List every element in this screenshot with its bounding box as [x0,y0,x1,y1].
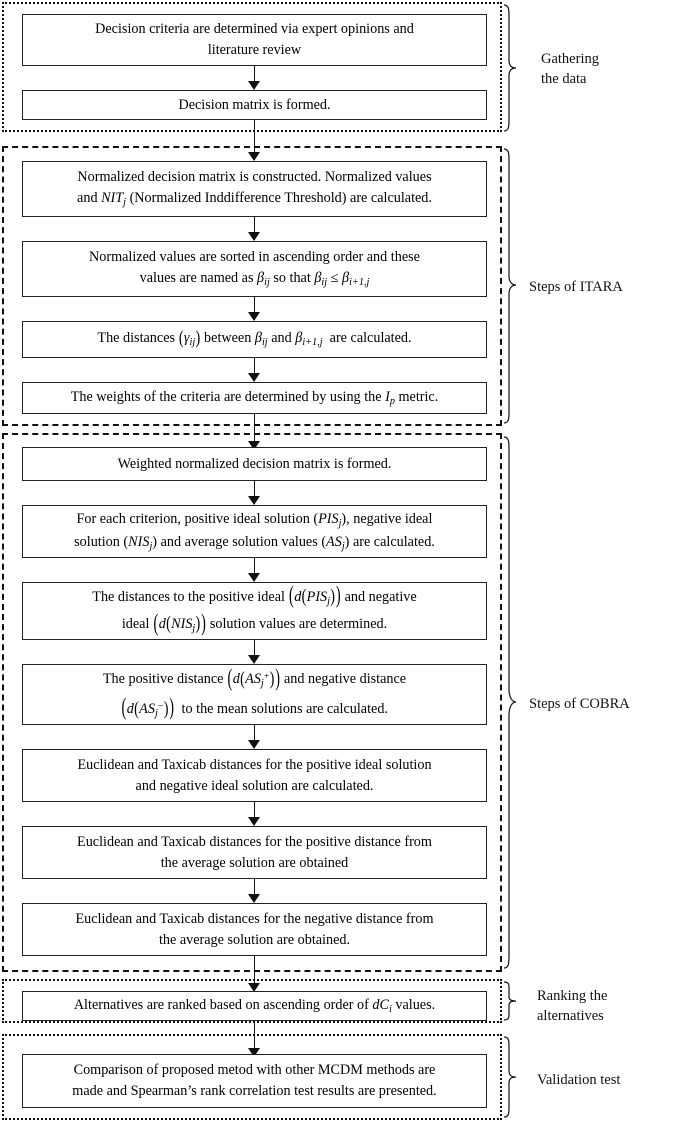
paren-inner-open-asp: ( [240,668,245,690]
process-box-s5 [22,321,487,358]
label-ranking-line2: alternatives [537,1008,604,1024]
brace-gathering [503,4,517,132]
math-NIT: NIT [101,189,124,206]
paren-close-asm: ) [169,694,174,722]
arrow-s8-s9 [248,558,261,582]
paren-open-asm: ( [121,694,127,722]
paren-open-asp: ( [227,664,233,693]
math-sub-j-4: j [341,540,345,552]
s3-line1: Normalized decision matrix is constructed. Normalized values [77,169,432,186]
section-label-cobra [529,694,679,714]
s9-line2: ideal $(d(NIS_j))$ solution values are determined. [122,616,387,632]
label-itara-text: Steps of ITARA [529,279,623,295]
process-box-s3 [22,161,487,217]
process-box-s6 [22,382,487,414]
s12-line1: Euclidean and Taxicab distances for the positive distance from [77,833,432,850]
math-d-1: d [294,588,302,605]
brace-itara [503,148,517,424]
brace-ranking [503,981,517,1021]
process-box-s1 [22,14,487,66]
s8-line1: For each criterion, positive ideal solution $(PIS_j)$, negative ideal [76,510,433,529]
s11-line2: and negative ideal solution are calculated. [135,777,374,794]
math-sub-ij-2: ij [321,276,328,288]
arrow-s3-s4 [248,217,261,241]
s12-line2: the average solution are obtained [160,854,349,871]
math-NIS-2: NIS [171,616,193,632]
math-dC: dC [372,996,389,1013]
process-box-s14 [22,991,487,1021]
s11-line1: Euclidean and Taxicab distances for the positive ideal solution [77,756,432,773]
paren-open-pis: ( [289,582,294,610]
process-box-s15 [22,1054,487,1108]
arrow-s9-s10 [248,640,261,664]
s15-line1: Comparison of proposed metod with other MCDM methods are [73,1062,436,1079]
s6-text: The weights of the criteria are determined by using the $I_p$ metric. [70,388,439,407]
process-box-s4 [22,241,487,297]
process-box-s7 [22,447,487,481]
math-sub-ij-1: ij [264,276,270,288]
math-AS-2: AS [245,671,261,688]
arrow-s1-s2 [248,66,261,90]
math-PIS-2: PIS [306,588,328,605]
math-beta-5: β [295,330,303,347]
arrow-s5-s6 [248,358,261,382]
math-NIS-1: NIS [128,533,150,550]
paren-inner-close-asp: ) [269,668,275,690]
process-box-s12 [22,826,487,879]
s7-text: Weighted normalized decision matrix is formed. [117,455,392,472]
paren-close-gamma: ) [195,327,201,349]
s10-line2: $(d(AS_j^-))$ to the mean solutions are calculated. [121,701,388,717]
math-sub-ij-3: ij [189,337,196,349]
section-label-gathering [541,49,671,89]
section-label-itara [529,277,674,297]
paren-inner-open-asm: ( [134,697,139,720]
s5-text: The distances $(\gamma_{ij})$ between $\beta_{ij}$ and $\beta_{i+1,j}$ are calculated. [31,328,478,351]
label-gathering-line1: Gathering [541,51,599,67]
math-AS-3: AS [139,700,155,717]
math-sub-j: j [123,196,127,208]
math-sup-minus: − [157,700,164,712]
math-beta-2: β [314,269,322,286]
brace-validation [503,1036,517,1118]
s4-line1: Normalized values are sorted in ascending order and these [89,249,420,266]
paren-open-gamma: ( [178,327,184,349]
paren-inner-open-pis: ( [301,585,307,608]
math-d-2: d [158,616,166,632]
math-gamma: γ [183,330,190,347]
paren-inner-close-pis: ) [330,585,336,608]
process-box-s2 [22,90,487,120]
math-beta-4: β [254,330,262,347]
label-validation-text: Validation test [537,1072,621,1088]
section-label-validation [537,1070,677,1090]
arrow-s4-s5 [248,297,261,321]
math-sub-j-6: j [192,622,196,634]
paren-open-nis: ( [153,609,159,637]
process-box-s11 [22,749,487,802]
arrow-into-itara [248,139,261,161]
arrow-s11-s12 [248,802,261,826]
s4-line2: values are named as $\beta_{ij}$ so that $\beta_{ij} \le \beta_{i+1,j}$ [139,269,370,288]
math-sup-plus: + [263,671,270,683]
math-sub-i1j-1: i+1,j [349,276,370,288]
math-PIS-1: PIS [318,510,339,527]
math-d-4: d [126,700,134,717]
math-sub-j-7: j [260,678,264,690]
label-cobra-text: Steps of COBRA [529,696,630,712]
s1-line1: Decision criteria are determined via expert opinions and [95,21,414,38]
label-ranking-line1: Ranking the [537,988,608,1004]
label-gathering-line2: the data [541,71,587,87]
arrow-s12-s13 [248,879,261,903]
math-AS-1: AS [326,533,342,550]
s1-line2: literature review [207,42,302,58]
paren-close-asp: ) [275,664,280,693]
paren-close-pis: ) [335,582,341,610]
paren-inner-close-asm: ) [163,697,169,720]
s9-line1: The distances to the positive ideal $(d(PIS_j))$ and negative [92,589,416,605]
s10-line1: The positive distance $(d(AS_j^+))$ and negative distance [103,671,406,687]
math-sub-j-5: j [327,595,330,607]
brace-cobra [503,436,517,969]
math-sub-j-3: j [149,540,153,552]
math-d-3: d [232,671,240,688]
paren-close-nis: ) [201,609,206,637]
math-sub-p: p [389,395,395,407]
math-sub-i1j-2: i+1,j [302,337,323,349]
arrow-s10-s11 [248,725,261,749]
math-sub-j-2: j [338,517,342,529]
section-label-ranking [537,986,672,1026]
math-sub-ij-4: ij [261,337,268,349]
process-box-s8 [22,505,487,558]
paren-inner-open-nis: ( [166,613,171,635]
math-beta-1: β [257,269,265,286]
s15-line2: made and Spearman’s rank correlation test results are presented. [72,1083,437,1099]
s13-line1: Euclidean and Taxicab distances for the negative distance from [75,910,434,927]
arrow-into-ranking [248,972,261,992]
paren-inner-close-nis: ) [195,613,201,635]
s8-line2: solution $(NIS_j)$ and average solution values $(AS_j)$ are calculated. [74,533,435,552]
s13-line2: the average solution are obtained. [158,931,351,948]
s2-text: Decision matrix is formed. [178,96,331,113]
math-I: I [385,388,390,405]
s14-text: Alternatives are ranked based on ascending order of $dC_i$ values. [73,996,436,1015]
process-box-s13 [22,903,487,956]
math-sub-i: i [388,1003,392,1015]
process-box-s9 [22,582,487,640]
process-box-s10 [22,664,487,725]
math-leq: ≤ [330,269,339,286]
math-beta-3: β [342,269,350,286]
s3-line2: and $NIT_j$ (Normalized Inddifference Threshold) are calculated. [77,189,432,208]
math-sub-j-8: j [154,707,158,719]
arrow-s7-s8 [248,481,261,505]
